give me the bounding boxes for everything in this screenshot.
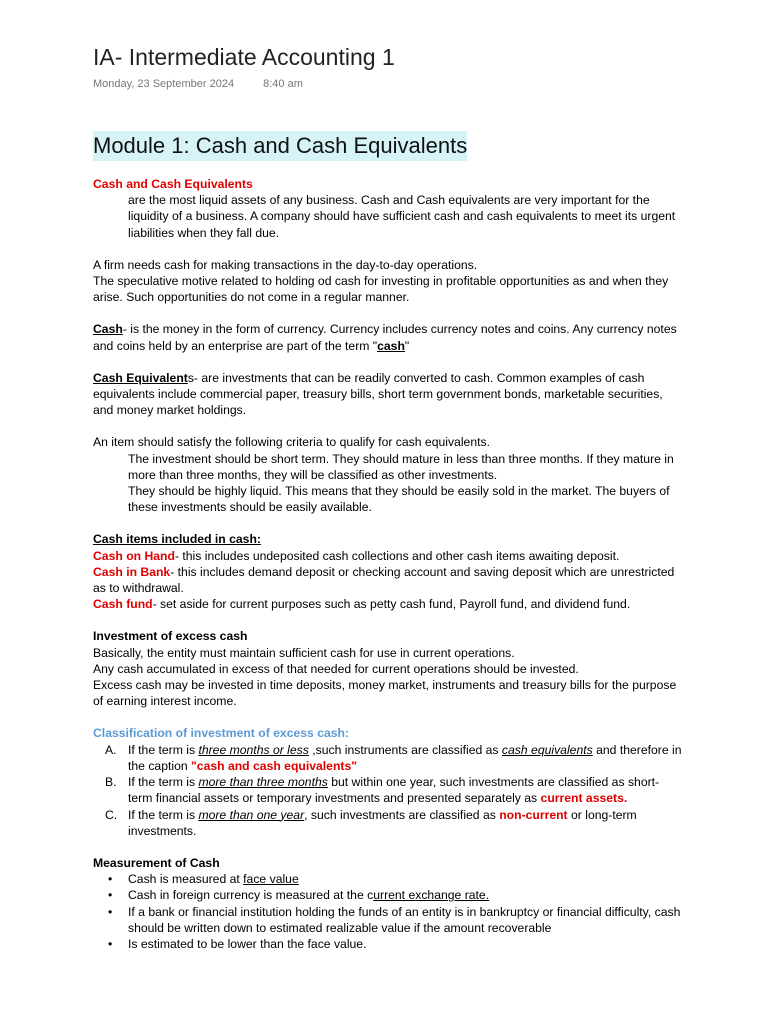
text-run: If the term is <box>128 775 199 790</box>
cash-definition-text: - is the money in the form of currency. Currency includes currency notes and coins. Any currency notes and coins held by an enterprise are part of the term " <box>93 322 677 353</box>
list-marker: B. <box>105 775 117 790</box>
section-heading-cash-equivalents: Cash and Cash Equivalents <box>93 177 253 191</box>
cash-item-text: - set aside for current purposes such as petty cash fund, Payroll fund, and dividend fund. <box>152 597 631 612</box>
measurement-item <box>128 871 683 887</box>
text-run: If the term is <box>128 742 199 757</box>
module-title: Module 1: Cash and Cash Equivalents <box>93 131 467 161</box>
classification-item-c <box>105 807 683 839</box>
cash-item-in-bank <box>93 564 683 596</box>
page-meta <box>93 78 303 90</box>
measurement-list <box>93 871 683 952</box>
criteria-short-term: The investment should be short term. They should mature in less than three months. If they mature in more than three months, they will be classified as other investments. <box>128 451 674 482</box>
page-time: 8:40 am <box>263 78 303 90</box>
text-run: ,such instruments are classified as <box>308 742 502 757</box>
emphasis-run: cash equivalents <box>501 742 593 757</box>
text-run: and therefore in the caption <box>128 742 682 773</box>
criteria-intro: An item should satisfy the following criteria to qualify for cash equivalents. <box>93 435 490 450</box>
cash-term-quoted: cash <box>377 338 405 353</box>
page-date: Monday, 23 September 2024 <box>93 78 235 90</box>
underline-run: face value <box>243 872 299 887</box>
text-run: or long-term investments. <box>128 807 637 838</box>
page-title: IA- Intermediate Accounting 1 <box>93 44 395 70</box>
highlight-run: current assets. <box>540 791 628 806</box>
measurement-item: • Is estimated to be lower than the face value. <box>128 936 683 952</box>
cash-item-label: Cash fund <box>93 597 153 612</box>
excess-cash-line: Any cash accumulated in excess of that needed for current operations should be invested. <box>93 661 579 676</box>
list-marker: C. <box>105 807 118 822</box>
classification-item-a <box>105 742 683 774</box>
excess-cash-line: Excess cash may be invested in time deposits, money market, instruments and treasury bills for the purpose of earning interest income. <box>93 678 677 709</box>
list-marker: A. <box>105 742 117 757</box>
paragraph-speculative-motive: The speculative motive related to holding od cash for investing in profitable opportunities as and when they arise. Such opportunities do not come in a regular manner. <box>93 274 669 305</box>
underline-run: urrent exchange rate. <box>373 888 490 903</box>
cash-item-text: - this includes demand deposit or checking account and saving deposit which are unrestricted as to withdrawal. <box>93 564 675 596</box>
measurement-item <box>128 887 683 903</box>
cash-equivalent-definition <box>93 370 683 419</box>
note-body <box>93 176 683 952</box>
emphasis-run: more than one year <box>198 807 305 822</box>
cash-definition <box>93 321 683 353</box>
criteria-highly-liquid: They should be highly liquid. This means that they should be easily sold in the market. The buyers of these investments should be easily available. <box>128 484 670 515</box>
highlight-run: "cash and cash equivalents" <box>191 758 358 773</box>
measurement-item: • If a bank or financial institution holding the funds of an entity is in bankruptcy or financial difficulty, cash should be written down to estimated realizable value if the amount recoverable <box>128 904 683 936</box>
highlight-run: non-current <box>499 807 568 822</box>
text-run: , such investments are classified as <box>304 807 500 822</box>
cash-item-fund <box>93 596 683 612</box>
cash-definition-end: " <box>404 338 410 353</box>
cash-item-label: Cash on Hand <box>93 548 175 563</box>
emphasis-run: more than three months <box>198 775 328 790</box>
measurement-heading: Measurement of Cash <box>93 855 220 870</box>
cash-item-label: Cash in Bank <box>93 564 171 579</box>
text-run: Cash in foreign currency is measured at the c <box>128 888 374 903</box>
cash-equivalents-description: are the most liquid assets of any business. Cash and Cash equivalents are very important for the liquidity of a business. A company should have sufficient cash and cash equivalents to meet its urgent liabilities when they fall due. <box>128 193 676 240</box>
excess-cash-line: Basically, the entity must maintain sufficient cash for use in current operations. <box>93 645 515 660</box>
excess-cash-heading: Investment of excess cash <box>93 629 248 644</box>
cash-item-text: - this includes undeposited cash collections and other cash items awaiting deposit. <box>174 548 620 563</box>
cash-items-heading: Cash items included in cash: <box>93 532 261 547</box>
emphasis-run: three months or less <box>198 742 309 757</box>
text-run: Cash is measured at <box>128 872 244 887</box>
cash-equivalent-term: Cash Equivalent <box>93 370 188 385</box>
classification-list <box>93 742 683 839</box>
paragraph-transactions: A firm needs cash for making transactions in the day-to-day operations. <box>93 257 478 272</box>
cash-term: Cash <box>93 322 123 337</box>
cash-equivalent-text: s- are investments that can be readily converted to cash. Common examples of cash equivalents include commercial paper, treasury bills, short term government bonds, marketable securities, and money market holdings. <box>93 370 663 418</box>
cash-item-on-hand <box>93 548 683 564</box>
classification-heading: Classification of investment of excess cash: <box>93 726 350 741</box>
text-run: If the term is <box>128 807 199 822</box>
classification-item-b <box>105 774 683 806</box>
text-run: but within one year, such investments are classified as short-term financial assets or temporary investments and presented separately as <box>128 775 660 806</box>
